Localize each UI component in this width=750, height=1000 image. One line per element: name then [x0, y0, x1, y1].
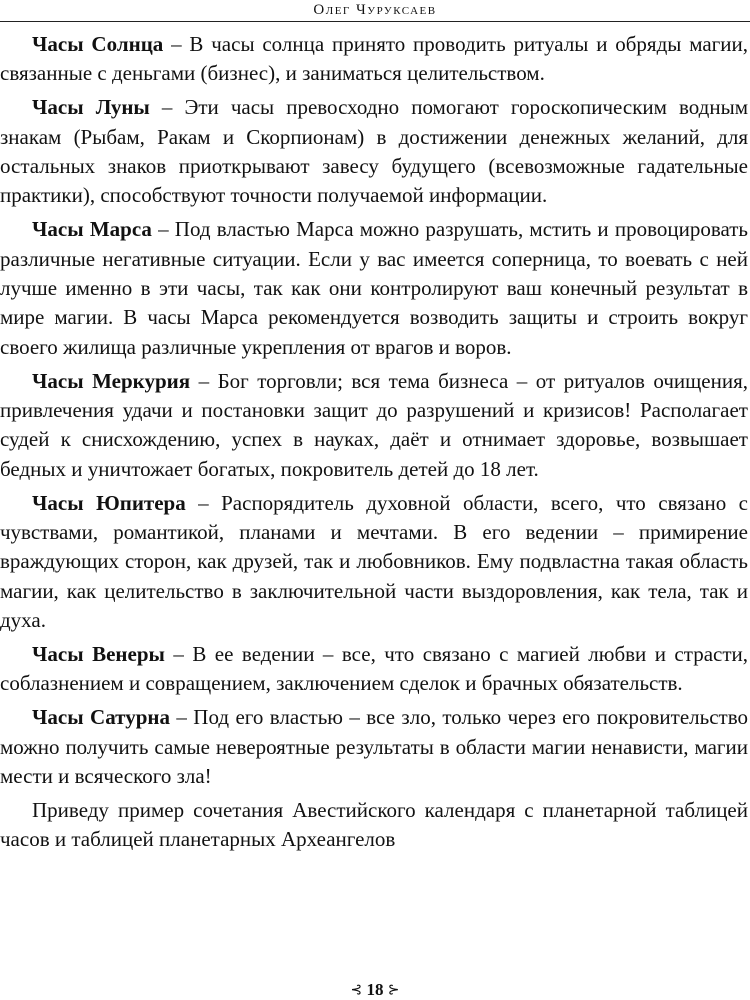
paragraph-saturn: [0, 703, 748, 791]
text-example: Приведу пример сочетания Авестийского календаря с планетарной таблицей часов и таблицей планетарных Археангелов: [0, 798, 748, 852]
term-sun: Часы Солнца: [32, 32, 164, 56]
header-rule: [0, 21, 750, 22]
text-saturn: – Под его властью – все зло, только через его покровительство можно получить самые невероятные результаты в области магии ненависти, магии мести и всяческого зла!: [0, 705, 748, 788]
paragraph-mercury: [0, 367, 748, 484]
ornament-left-icon: ⊰: [350, 983, 363, 998]
page-body: [0, 30, 748, 859]
text-mars: – Под властью Марса можно разрушать, мстить и провоцировать различные негативные ситуации. Если у вас имеется соперница, то воевать с ней лучше именно в эти часы, так как они контролируют ваш конечный результат в мире магии. В часы Марса рекомендуется возводить защиты и строить вокруг своего жилища различные укрепления от врагов и воров.: [0, 217, 748, 359]
term-venus: Часы Венеры: [32, 641, 165, 666]
paragraph-example: [0, 796, 748, 855]
page-number: 18: [366, 980, 384, 999]
paragraph-jupiter: [0, 489, 748, 635]
text-venus: – В ее ведении – все, что связано с магией любви и страсти, соблазнением и совращением, заключением сделок и брачных обязательств.: [0, 641, 748, 696]
text-moon: – Эти часы превосходно помогают гороскопическим водным знакам (Рыбам, Ракам и Скорпионам) в достижении денежных желаний, для остальных знаков приоткрывают завесу будущего (всевозможные гадательные практики), способствуют точности получаемой информации.: [0, 95, 748, 208]
text-jupiter: – Распорядитель духовной области, всего, что связано с чувствами, романтикой, планами и мечтами. В его ведении – примирение враждующих сторон, как друзей, так и любовников. Ему подвластна такая область магии, как целительство в заключительной части выздоровления, как тела, так и духа.: [0, 490, 748, 632]
term-mercury: Часы Меркурия: [32, 368, 191, 393]
page-footer: [0, 980, 750, 1000]
term-jupiter: Часы Юпитера: [32, 490, 186, 515]
header-author: Олег Чуруксаев: [313, 2, 437, 18]
ornament-right-icon: ⊱: [387, 983, 400, 998]
text-mercury: – Бог торговли; вся тема бизнеса – от ритуалов очищения, привлечения удачи и постановки защит до разрушений и кризисов! Располагает судей к снисхождению, успех в науках, даёт и отнимает здоровье, возвышает бедных и уничтожает богатых, покровитель детей до 18 лет.: [0, 368, 748, 481]
term-moon: Часы Луны: [32, 95, 150, 120]
paragraph-sun: [0, 30, 748, 89]
text-sun: – В часы солнца принято проводить ритуалы и обряды магии, связанные с деньгами (бизнес), и заниматься целительством.: [0, 32, 749, 86]
paragraph-moon: [0, 93, 748, 210]
term-mars: Часы Марса: [32, 217, 152, 242]
paragraph-venus: [0, 640, 748, 699]
running-header: [0, 0, 750, 30]
term-saturn: Часы Сатурна: [32, 705, 170, 730]
paragraph-mars: [0, 215, 748, 361]
